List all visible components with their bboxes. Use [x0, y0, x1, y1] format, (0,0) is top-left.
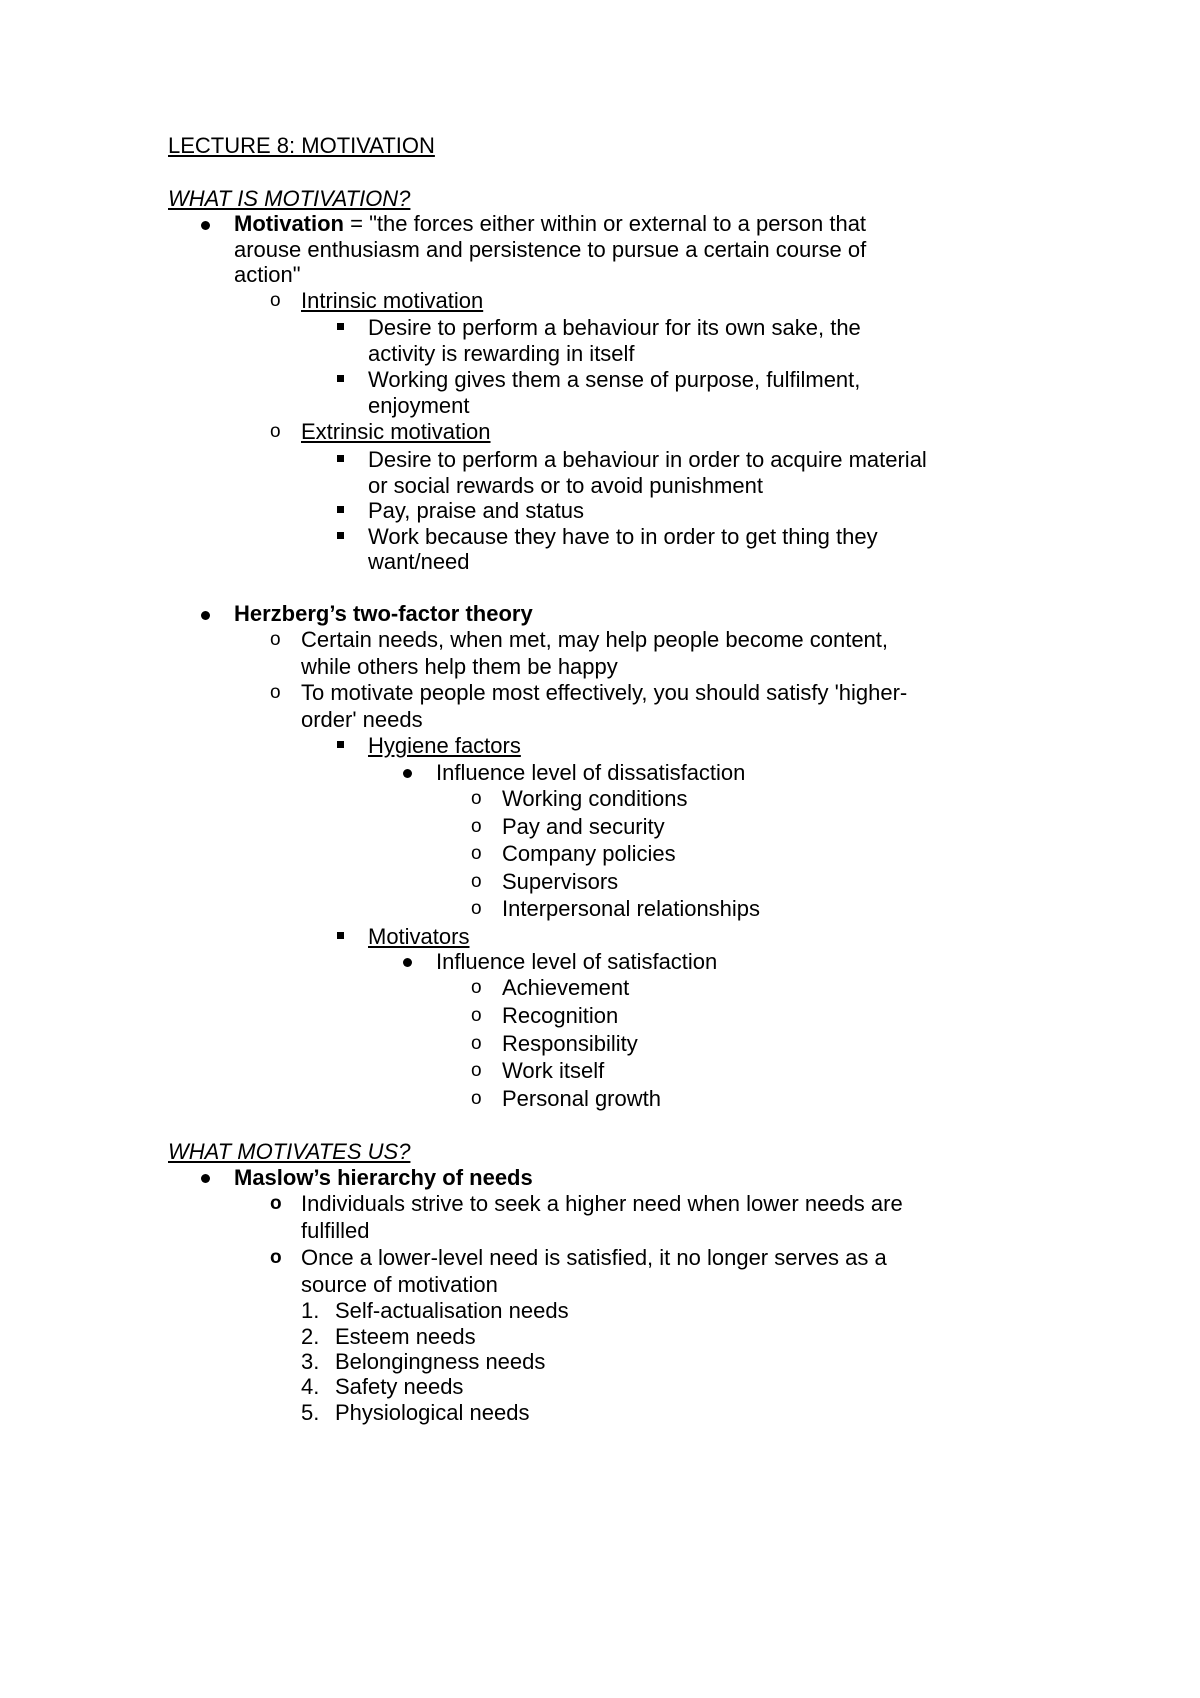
square-bullet-icon	[337, 532, 344, 539]
list-item: Working gives them a sense of purpose, fulfilment,	[368, 367, 861, 392]
square-bullet-icon	[337, 375, 344, 382]
maslow-title: Maslow’s hierarchy of needs	[234, 1165, 533, 1190]
list-item: Responsibility	[502, 1031, 638, 1056]
circle-bullet-icon: o	[471, 816, 482, 837]
circle-bullet-icon: o	[471, 1088, 482, 1109]
circle-bullet-icon: o	[471, 1005, 482, 1026]
square-bullet-icon	[337, 932, 344, 939]
circle-bullet-icon: o	[471, 977, 482, 998]
extrinsic-motivation-label: Extrinsic motivation	[301, 419, 491, 444]
motivation-definition-line-1	[234, 211, 866, 237]
circle-bullet-icon: o	[471, 871, 482, 892]
list-item: Pay, praise and status	[368, 498, 585, 523]
list-item: Supervisors	[502, 869, 619, 894]
circle-bullet-icon: o	[270, 629, 281, 650]
herzberg-title: Herzberg’s two-factor theory	[234, 601, 533, 626]
list-item: To motivate people most effectively, you should satisfy 'higher-	[301, 680, 908, 705]
bullet-icon	[403, 958, 412, 967]
need-item: Safety needs	[335, 1374, 464, 1399]
circle-bullet-icon: o	[471, 788, 482, 809]
hygiene-influence: Influence level of dissatisfaction	[436, 760, 746, 785]
motivation-term: Motivation	[234, 211, 344, 236]
list-item: Desire to perform a behaviour for its own sake, the	[368, 315, 861, 340]
need-item: Physiological needs	[335, 1400, 530, 1425]
motivation-definition-line-2: arouse enthusiasm and persistence to pursue a certain course of	[234, 237, 867, 262]
list-item: Once a lower-level need is satisfied, it no longer serves as a	[301, 1245, 887, 1270]
circle-bullet-icon: o	[270, 421, 281, 442]
list-number: 2.	[301, 1324, 320, 1349]
list-item: Company policies	[502, 841, 676, 866]
circle-bullet-icon: o	[270, 1193, 282, 1214]
list-item-continuation: while others help them be happy	[301, 654, 618, 679]
section-heading-what-is-motivation: WHAT IS MOTIVATION?	[168, 186, 411, 211]
list-item: Work itself	[502, 1058, 605, 1083]
list-item: Interpersonal relationships	[502, 896, 761, 921]
bullet-icon	[403, 769, 412, 778]
circle-bullet-icon: o	[270, 290, 281, 311]
bullet-icon	[201, 1174, 210, 1183]
section-heading-what-motivates-us: WHAT MOTIVATES US?	[168, 1139, 411, 1164]
circle-bullet-icon: o	[471, 1060, 482, 1081]
list-item: Personal growth	[502, 1086, 661, 1111]
list-item: Desire to perform a behaviour in order to acquire material	[368, 447, 927, 472]
circle-bullet-icon: o	[471, 898, 482, 919]
list-item-continuation: order' needs	[301, 707, 423, 732]
list-item: Achievement	[502, 975, 630, 1000]
list-item: Working conditions	[502, 786, 688, 811]
list-number: 1.	[301, 1298, 320, 1323]
circle-bullet-icon: o	[471, 843, 482, 864]
hygiene-factors-label: Hygiene factors	[368, 733, 521, 758]
square-bullet-icon	[337, 741, 344, 748]
list-item: Pay and security	[502, 814, 665, 839]
list-item-continuation: or social rewards or to avoid punishment	[368, 473, 763, 498]
bullet-icon	[201, 221, 210, 230]
bullet-icon	[201, 611, 210, 620]
motivators-influence: Influence level of satisfaction	[436, 949, 718, 974]
list-item-continuation: source of motivation	[301, 1272, 498, 1297]
need-item: Self-actualisation needs	[335, 1298, 569, 1323]
list-item: Individuals strive to seek a higher need when lower needs are	[301, 1191, 903, 1216]
list-item: Recognition	[502, 1003, 619, 1028]
square-bullet-icon	[337, 323, 344, 330]
motivation-definition-line-3: action"	[234, 262, 301, 287]
list-item-continuation: want/need	[368, 549, 470, 574]
need-item: Belongingness needs	[335, 1349, 546, 1374]
motivators-label: Motivators	[368, 924, 470, 949]
need-item: Esteem needs	[335, 1324, 476, 1349]
circle-bullet-icon: o	[270, 682, 281, 703]
square-bullet-icon	[337, 455, 344, 462]
list-number: 5.	[301, 1400, 320, 1425]
document-title: LECTURE 8: MOTIVATION	[168, 133, 435, 158]
motivation-definition-text: = "the forces either within or external to a person that	[344, 211, 867, 236]
list-item-continuation: enjoyment	[368, 393, 470, 418]
list-number: 4.	[301, 1374, 320, 1399]
list-item: Work because they have to in order to get thing they	[368, 524, 878, 549]
list-item-continuation: activity is rewarding in itself	[368, 341, 635, 366]
list-item: Certain needs, when met, may help people become content,	[301, 627, 889, 652]
list-number: 3.	[301, 1349, 320, 1374]
list-item-continuation: fulfilled	[301, 1218, 370, 1243]
intrinsic-motivation-label: Intrinsic motivation	[301, 288, 484, 313]
circle-bullet-icon: o	[471, 1033, 482, 1054]
circle-bullet-icon: o	[270, 1247, 282, 1268]
square-bullet-icon	[337, 506, 344, 513]
